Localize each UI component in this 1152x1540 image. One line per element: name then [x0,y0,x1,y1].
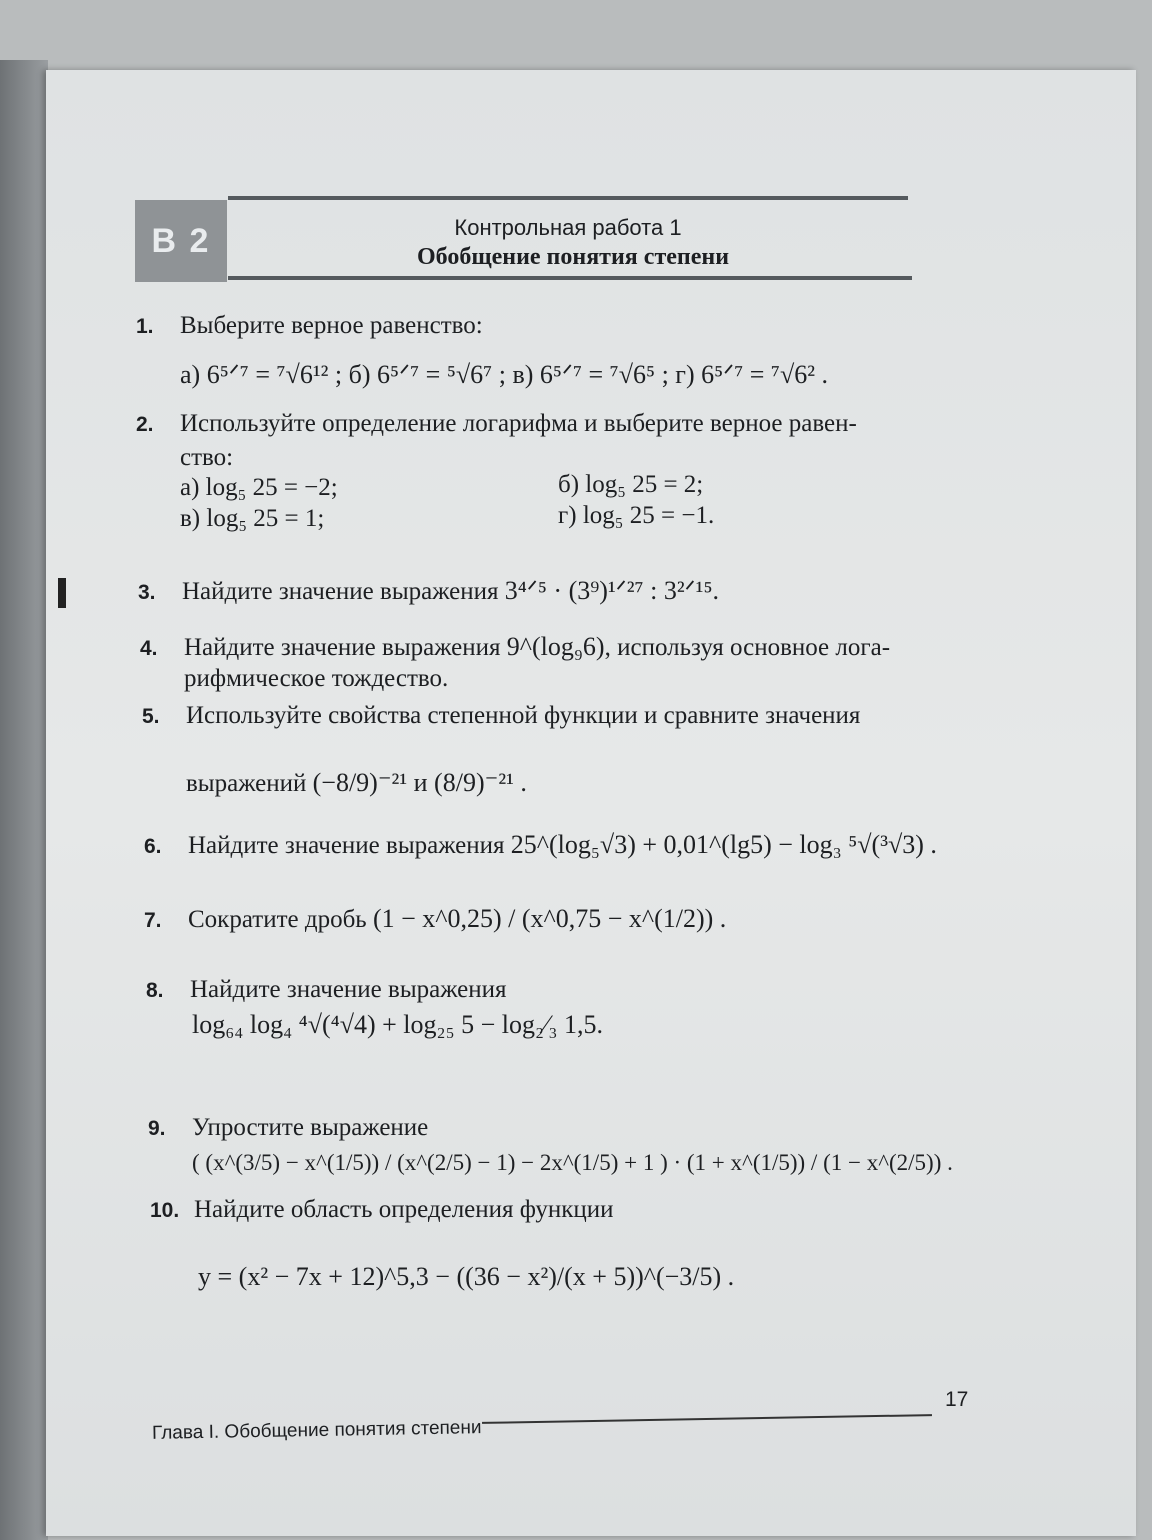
problem-3 [138,576,719,606]
problem-number: 7. [144,909,162,932]
expression: (−8/9)⁻²¹ и (8/9)⁻²¹ . [312,768,527,797]
variant-badge: В 2 [135,200,227,282]
option-v: в) log₅ 25 = 1; [180,505,325,532]
expression: (1 − x^0,25) / (x^0,75 − x^(1/2)) . [372,904,727,933]
problem-text: Выберите верное равенство: [180,312,483,339]
header-subtitle: Контрольная работа 1 [454,215,682,240]
problem-number: 10. [150,1199,180,1222]
problem-text: Используйте свойства степенной функции и сравните значения [186,702,861,729]
problem-4 [140,632,890,662]
problem-text-cont: рифмическое тождество. [184,665,449,692]
expression: 25^(log₅√3) + 0,01^(lg5) − log₃ ⁵√(³√3) . [510,830,937,859]
problem-2 [136,410,857,438]
problem-number: 2. [136,413,154,436]
problem-text: Найдите область определения функции [194,1196,614,1223]
problem-10 [150,1196,614,1224]
problem-number: 1. [136,315,154,338]
problem-text: Найдите значение выражения [190,976,507,1003]
header-rule-top [228,196,908,200]
problem-text: Найдите значение выражения [182,578,499,605]
expression: y = (x² − 7x + 12)^5,3 − ((36 − x²)/(x + 5))^(−3/5) . [198,1262,735,1291]
problem-text-cont: выражений [186,770,307,797]
option-b: б) log₅ 25 = 2; [558,471,704,498]
problem-text: Упростите выражение [192,1114,429,1141]
problem-6 [144,830,937,860]
page-title: Обобщение понятия степени [416,244,730,270]
problem-text: Сократите дробь [188,906,367,933]
problem-number: 3. [138,581,156,604]
problem-1-options: а) 6⁵ᐟ⁷ = ⁷√6¹² ; б) 6⁵ᐟ⁷ = ⁵√6⁷ ; в) 6⁵ᐟ⁷ = ⁷√6⁵ ; г) 6⁵ᐟ⁷ = ⁷√6² . [180,360,829,389]
page [46,70,1136,1536]
problem-text: Используйте определение логарифма и выберите верное равен- [180,410,857,437]
header-rule-bottom [228,276,912,280]
problem-text: Найдите значение выражения [188,832,505,859]
expression: log₆₄ log₄ ⁴√(⁴√4) + log₂₅ 5 − log₂⁄₃ 1,5. [192,1010,603,1039]
problem-number: 4. [140,637,158,660]
problem-7 [144,904,726,934]
chapter-footer: Глава I. Обобщение понятия степени [151,1417,482,1444]
page-number: 17 [945,1388,969,1411]
problem-text-tail: , используя основное лога- [604,634,891,661]
option-a: а) log₅ 25 = −2; [180,474,338,501]
problem-number: 6. [144,835,162,858]
problem-number: 5. [142,705,160,728]
problem-number: 9. [148,1117,166,1140]
problem-8 [146,976,507,1004]
expression: ( (x^(3/5) − x^(1/5)) / (x^(2/5) − 1) − 2x^(1/5) + 1 ) · (1 + x^(1/5)) / (1 − x^(2/5)) . [192,1150,953,1175]
option-g: г) log₅ 25 = −1. [558,502,715,529]
expression: 3⁴ᐟ⁵ · (3⁹)¹ᐟ²⁷ : 3²ᐟ¹⁵. [504,576,720,605]
expression: 9^(log₉6) [506,632,605,661]
problem-5-cont [186,768,527,798]
problem-1 [136,312,483,340]
problem-text-cont: ство: [180,444,234,471]
problem-text: Найдите значение выражения [184,634,501,661]
margin-mark [58,578,66,608]
problem-5 [142,702,860,730]
adjacent-page [0,60,48,1540]
problem-number: 8. [146,979,164,1002]
problem-9 [148,1114,428,1142]
